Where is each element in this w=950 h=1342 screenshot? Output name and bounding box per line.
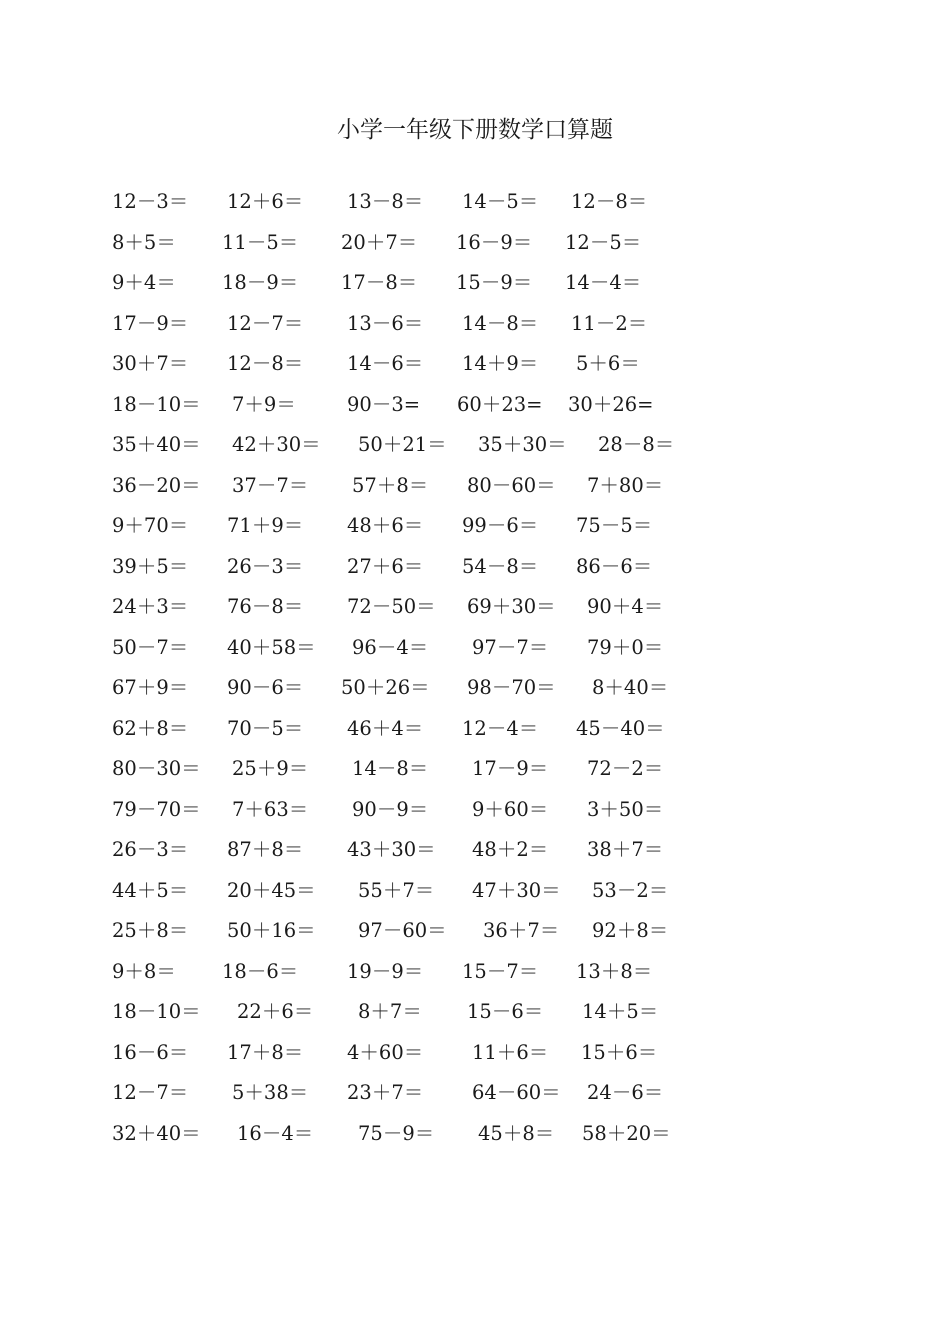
arithmetic-problem: 35＋40＝ <box>112 433 201 456</box>
arithmetic-problem: 18－9＝ <box>222 271 299 294</box>
problem-row <box>0 223 950 263</box>
problem-row <box>0 344 950 384</box>
arithmetic-problem: 12－3＝ <box>112 190 189 213</box>
problem-row <box>0 749 950 789</box>
problem-row <box>0 263 950 303</box>
arithmetic-problem: 14－8＝ <box>352 757 429 780</box>
problem-row <box>0 628 950 668</box>
arithmetic-problem: 14＋5＝ <box>582 1000 659 1023</box>
arithmetic-problem: 11－2＝ <box>571 311 648 335</box>
arithmetic-problem: 54－8＝ <box>462 554 539 578</box>
arithmetic-problem: 60＋23= <box>457 392 543 416</box>
arithmetic-problem: 45＋8＝ <box>478 1121 555 1145</box>
arithmetic-problem: 58＋20＝ <box>582 1121 671 1145</box>
problem-row <box>0 911 950 951</box>
arithmetic-problem: 55＋7＝ <box>358 878 435 902</box>
arithmetic-problem: 7＋80＝ <box>587 473 664 497</box>
arithmetic-problem: 97－7＝ <box>472 635 549 659</box>
problem-row <box>0 830 950 870</box>
problem-row <box>0 668 950 708</box>
problem-row <box>0 466 950 506</box>
arithmetic-problem: 80－30＝ <box>112 757 201 780</box>
arithmetic-problem: 62＋8＝ <box>112 716 189 740</box>
arithmetic-problem: 25＋9＝ <box>232 757 309 780</box>
arithmetic-problem: 17＋8＝ <box>227 1040 304 1064</box>
arithmetic-problem: 15－7＝ <box>462 959 539 983</box>
arithmetic-problem: 36＋7＝ <box>483 919 560 942</box>
problem-row <box>0 1073 950 1113</box>
problem-row <box>0 587 950 627</box>
arithmetic-problem: 48＋2＝ <box>472 838 549 861</box>
arithmetic-problem: 9＋8＝ <box>112 959 176 983</box>
arithmetic-problem: 50－7＝ <box>112 635 189 659</box>
arithmetic-problem: 28－8＝ <box>598 433 675 456</box>
arithmetic-problem: 86－6＝ <box>576 554 653 578</box>
arithmetic-problem: 5＋38＝ <box>232 1081 309 1104</box>
arithmetic-problem: 53－2＝ <box>592 878 669 902</box>
arithmetic-problem: 32＋40＝ <box>112 1121 201 1145</box>
problem-row <box>0 182 950 222</box>
arithmetic-problem: 67＋9＝ <box>112 676 189 699</box>
arithmetic-problem: 9＋60＝ <box>472 797 549 821</box>
arithmetic-problem: 14－4＝ <box>565 271 642 294</box>
arithmetic-problem: 42＋30＝ <box>232 433 321 456</box>
arithmetic-problem: 99－6＝ <box>462 514 539 537</box>
arithmetic-problem: 24＋3＝ <box>112 595 189 618</box>
arithmetic-problem: 40＋58＝ <box>227 635 316 659</box>
problem-row <box>0 871 950 911</box>
arithmetic-problem: 18－10＝ <box>112 1000 201 1023</box>
arithmetic-problem: 35＋30＝ <box>478 433 567 456</box>
arithmetic-problem: 14－6＝ <box>347 352 424 375</box>
arithmetic-problem: 9＋70＝ <box>112 514 189 537</box>
arithmetic-problem: 5＋6＝ <box>576 352 640 375</box>
arithmetic-problem: 72－50＝ <box>347 595 436 618</box>
arithmetic-problem: 80－60＝ <box>467 473 556 497</box>
arithmetic-problem: 69＋30＝ <box>467 595 556 618</box>
arithmetic-problem: 39＋5＝ <box>112 554 189 578</box>
problem-row <box>0 952 950 992</box>
arithmetic-problem: 48＋6＝ <box>347 514 424 537</box>
arithmetic-problem: 20＋45＝ <box>227 878 316 902</box>
arithmetic-problem: 20＋7＝ <box>341 230 418 254</box>
arithmetic-problem: 72－2＝ <box>587 757 664 780</box>
arithmetic-problem: 13＋8＝ <box>576 959 653 983</box>
arithmetic-problem: 16－4＝ <box>237 1121 314 1145</box>
problem-row <box>0 1114 950 1154</box>
arithmetic-problem: 12＋6＝ <box>227 190 304 213</box>
arithmetic-problem: 13－6＝ <box>347 311 424 335</box>
arithmetic-problem: 8＋40＝ <box>592 676 669 699</box>
arithmetic-problem: 50＋21＝ <box>358 433 447 456</box>
arithmetic-problem: 90－9＝ <box>352 797 429 821</box>
arithmetic-problem: 12－5＝ <box>565 230 642 254</box>
arithmetic-problem: 25＋8＝ <box>112 919 189 942</box>
arithmetic-problem: 15－9＝ <box>456 271 533 294</box>
arithmetic-problem: 43＋30＝ <box>347 838 436 861</box>
arithmetic-problem: 90－6＝ <box>227 676 304 699</box>
arithmetic-problem: 3＋50＝ <box>587 797 664 821</box>
problem-row <box>0 506 950 546</box>
arithmetic-problem: 14＋9＝ <box>462 352 539 375</box>
arithmetic-problem: 12－7＝ <box>112 1081 189 1104</box>
arithmetic-problem: 45－40＝ <box>576 716 665 740</box>
arithmetic-problem: 12－8＝ <box>227 352 304 375</box>
arithmetic-problem: 70－5＝ <box>227 716 304 740</box>
arithmetic-problem: 19－9＝ <box>347 959 424 983</box>
arithmetic-problem: 9＋4＝ <box>112 271 176 294</box>
problem-row <box>0 790 950 830</box>
problem-row <box>0 992 950 1032</box>
arithmetic-problem: 44＋5＝ <box>112 878 189 902</box>
problem-row <box>0 385 950 425</box>
arithmetic-problem: 7＋9＝ <box>232 392 296 416</box>
arithmetic-problem: 23＋7＝ <box>347 1081 424 1104</box>
arithmetic-problem: 26－3＝ <box>227 554 304 578</box>
arithmetic-problem: 8＋7＝ <box>358 1000 422 1023</box>
arithmetic-problem: 57＋8＝ <box>352 473 429 497</box>
arithmetic-problem: 36－20＝ <box>112 473 201 497</box>
arithmetic-problem: 11－5＝ <box>222 230 299 254</box>
arithmetic-problem: 75－9＝ <box>358 1121 435 1145</box>
arithmetic-problem: 14－8＝ <box>462 311 539 335</box>
arithmetic-problem: 16－9＝ <box>456 230 533 254</box>
problem-row <box>0 547 950 587</box>
arithmetic-problem: 15＋6＝ <box>581 1040 658 1064</box>
arithmetic-problem: 50＋16＝ <box>227 919 316 942</box>
arithmetic-problem: 12－7＝ <box>227 311 304 335</box>
arithmetic-problem: 4＋60＝ <box>347 1040 424 1064</box>
arithmetic-problem: 27＋6＝ <box>347 554 424 578</box>
problem-row <box>0 425 950 465</box>
arithmetic-problem: 7＋63＝ <box>232 797 309 821</box>
arithmetic-problem: 16－6＝ <box>112 1040 189 1064</box>
problem-row <box>0 709 950 749</box>
arithmetic-problem: 12－8＝ <box>571 190 648 213</box>
arithmetic-problem: 37－7＝ <box>232 473 309 497</box>
arithmetic-problem: 90－3= <box>347 392 421 416</box>
arithmetic-problem: 13－8＝ <box>347 190 424 213</box>
arithmetic-problem: 14－5＝ <box>462 190 539 213</box>
arithmetic-problem: 96－4＝ <box>352 635 429 659</box>
arithmetic-problem: 46＋4＝ <box>347 716 424 740</box>
arithmetic-problem: 15－6＝ <box>467 1000 544 1023</box>
arithmetic-problem: 17－9＝ <box>472 757 549 780</box>
arithmetic-problem: 12－4＝ <box>462 716 539 740</box>
arithmetic-problem: 90＋4＝ <box>587 595 664 618</box>
arithmetic-problem: 26－3＝ <box>112 838 189 861</box>
arithmetic-problem: 17－8＝ <box>341 271 418 294</box>
arithmetic-problem: 64－60＝ <box>472 1081 561 1104</box>
arithmetic-problem: 87＋8＝ <box>227 838 304 861</box>
arithmetic-problem: 30＋26= <box>568 392 654 416</box>
arithmetic-problem: 38＋7＝ <box>587 838 664 861</box>
arithmetic-problem: 24－6＝ <box>587 1081 664 1104</box>
arithmetic-problem: 76－8＝ <box>227 595 304 618</box>
arithmetic-problem: 75－5＝ <box>576 514 653 537</box>
arithmetic-problem: 50＋26＝ <box>341 676 430 699</box>
arithmetic-problem: 30＋7＝ <box>112 352 189 375</box>
arithmetic-problem: 92＋8＝ <box>592 919 669 942</box>
page-title: 小学一年级下册数学口算题 <box>337 117 613 143</box>
arithmetic-problem: 8＋5＝ <box>112 230 176 254</box>
arithmetic-problem: 97－60＝ <box>358 919 447 942</box>
arithmetic-problem: 11＋6＝ <box>472 1040 549 1064</box>
problem-row <box>0 304 950 344</box>
arithmetic-problem: 98－70＝ <box>467 676 556 699</box>
problem-row <box>0 1033 950 1073</box>
arithmetic-problem: 17－9＝ <box>112 311 189 335</box>
arithmetic-problem: 22＋6＝ <box>237 1000 314 1023</box>
arithmetic-problem: 18－10＝ <box>112 392 201 416</box>
arithmetic-problem: 71＋9＝ <box>227 514 304 537</box>
arithmetic-problem: 79－70＝ <box>112 797 201 821</box>
arithmetic-problem: 18－6＝ <box>222 959 299 983</box>
arithmetic-problem: 47＋30＝ <box>472 878 561 902</box>
arithmetic-problem: 79＋0＝ <box>587 635 664 659</box>
